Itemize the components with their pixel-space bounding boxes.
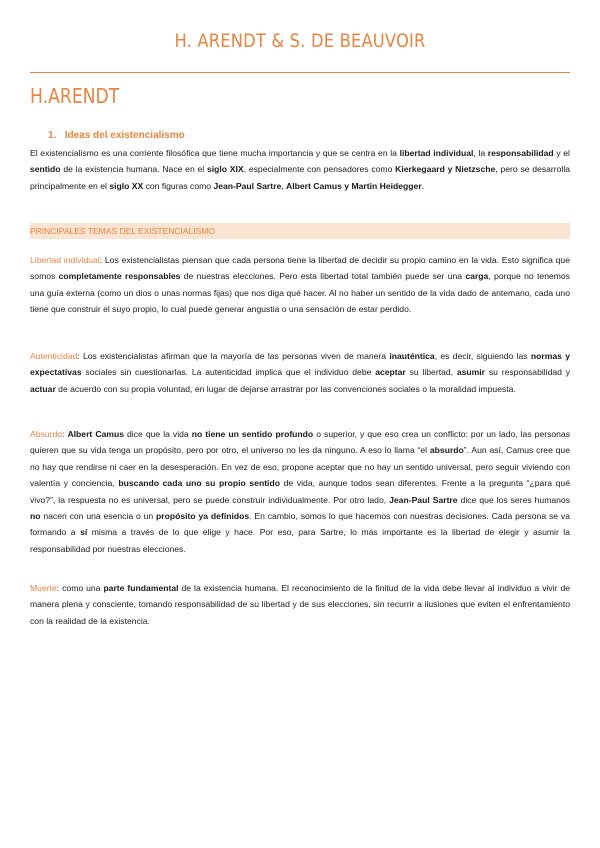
muerte-paragraph: Muerte: como una parte fundamental de la existencia humana. El reconocimiento de la finitud de la vida debe llevar al individuo a vivir de manera plena y consciente, tomando responsabilidad de su libertad y de sus elecciones, sin recurrir a ilusiones que eviten el enfrentamiento con la realidad de la existencia. [30, 583, 571, 626]
subsection-heading [48, 130, 185, 141]
topics-heading: PRINCIPALES TEMAS DEL EXISTENCIALISMO [30, 226, 216, 236]
topics-heading-band [30, 223, 570, 239]
intro-paragraph: El existencialismo es una corriente filosófica que tiene mucha importancia y que se centra en la libertad individual, la responsabilidad y el sentido de la existencia humana. Nace en el siglo XIX, especialmente con pensadores como Kierkegaard y Nietzsche, pero se desarrolla principalmente en el siglo XX con figuras como Jean-Paul Sartre, Albert Camus y Martin Heidegger. [30, 148, 571, 191]
absurdo-term: Absurdo [30, 429, 63, 439]
subsection-title: Ideas del existencialismo [64, 130, 185, 141]
absurdo-paragraph: Absurdo: Albert Camus dice que la vida no tiene un sentido profundo o superior, y que eso crea un conflicto: por un lado, las personas quieren que su vida tenga un propósito, pero por otro, el universo no les da ninguno. A eso lo llama “el absurdo”. Aun así, Camus cree que no hay que rendirse ni caer en la desesperación. En vez de eso, propone aceptar que no hay un sentido universal, pero seguir viviendo con valentía y conciencia, buscando cada uno su propio sentido de vida, aunque todos sean diferentes. Frente a la pregunta “¿para qué vivo?”, la respuesta no es universal, pero se puede construir individualmente. Por otro lado, Jean-Paul Sartre dice que los seres humanos no nacen con una esencia o un propósito ya definidos. En cambio, somos lo que hacemos con nuestras decisiones. Cada persona se va formando a sí misma a través de lo que elige y hace. Por eso, para Sartre, lo más importante es la libertad de elegir y asumir la responsabilidad por nuestras elecciones. [30, 429, 571, 554]
libertad-paragraph: Libertad individual: Los existencialistas piensan que cada persona tiene la libertad de decidir su propio camino en la vida. Esto significa que somos completamente responsables de nuestras elecciones. Pero esta libertad total también puede ser una carga, porque no tenemos una guía externa (como un dios o unas normas fijas) que nos diga qué hacer. Al no haber un sentido de la vida dado de antemano, cada uno tiene que construir el suyo propio, lo cual puede generar angustia o una sensación de estar perdido. [30, 255, 570, 315]
autenticidad-paragraph: Autenticidad: Los existencialistas afirman que la mayoría de las personas viven de manera inauténtica, es decir, siguiendo las normas y expectativas sociales sin cuestionarlas. La autenticidad implica que el individuo debe aceptar su libertad, asumir su responsabilidad y actuar de acuerdo con su propia voluntad, en lugar de dejarse arrastrar por las convenciones sociales o la moralidad impuesta. [30, 351, 571, 394]
autenticidad-term: Autenticidad [30, 351, 78, 361]
subsection-number: 1. [48, 130, 57, 141]
section-title: H.ARENDT [30, 84, 120, 108]
page-title: H. ARENDT & S. DE BEAUVOIR [174, 30, 426, 52]
muerte-term: Muerte [30, 583, 57, 593]
title-divider [30, 72, 570, 73]
libertad-term: Libertad individual [30, 255, 100, 265]
